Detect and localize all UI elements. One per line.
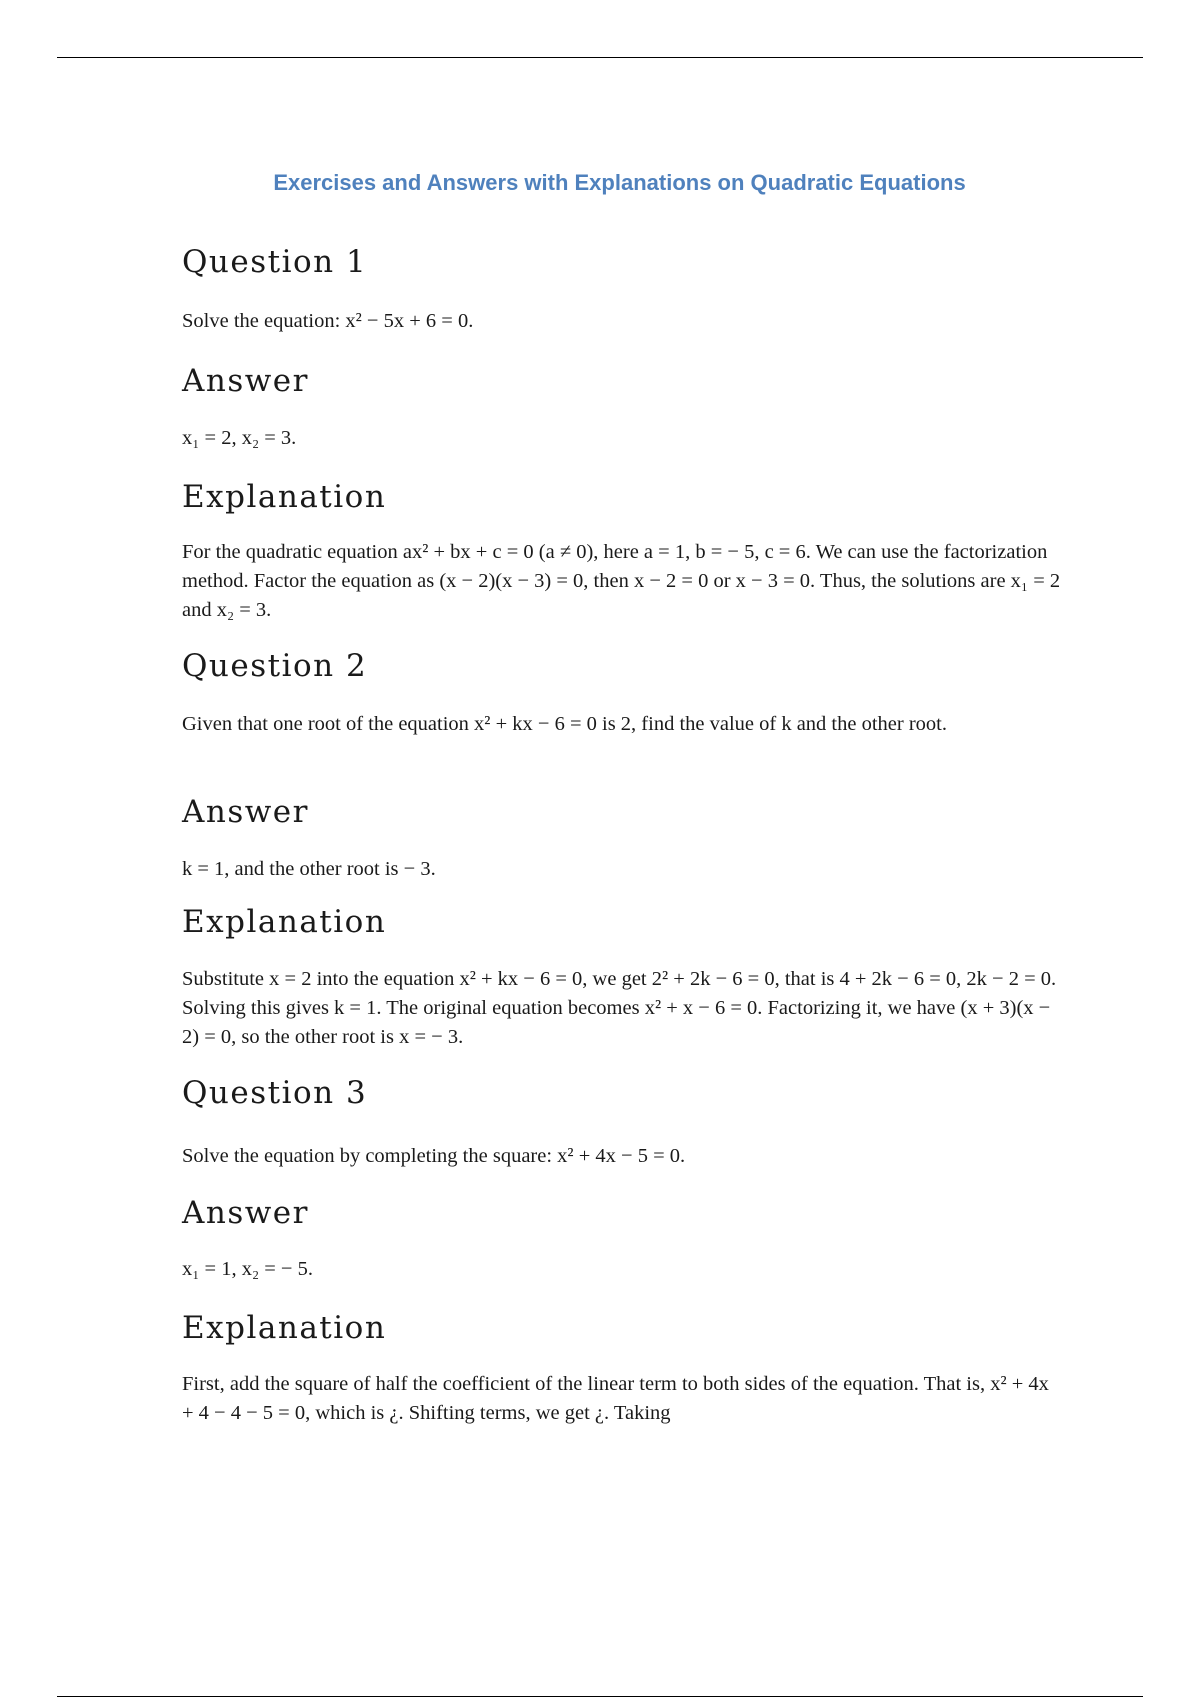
bottom-rule [57, 1696, 1143, 1697]
question-3-heading: Question 3 [182, 1075, 368, 1111]
explanation-3-text: First, add the square of half the coefficient of the linear term to both sides of the equation. That is, x² + 4x + 4 − 4 − 5 = 0, which is ¿. Shifting terms, we get ¿. Taking [182, 1373, 1049, 1424]
answer-3-heading: Answer [182, 1195, 309, 1231]
question-2-text: Given that one root of the equation x² + kx − 6 = 0 is 2, find the value of k and the other root. [182, 713, 947, 735]
explanation-2-text: Substitute x = 2 into the equation x² + kx − 6 = 0, we get 2² + 2k − 6 = 0, that is 4 + 2k − 6 = 0, 2k − 2 = 0. Solving this gives k = 1. The original equation becomes x² + x − 6 = 0. Factorizing it, we have (x + 3)(x − 2) = 0, so the other root is x = − 3. [182, 968, 1057, 1048]
question-3-text: Solve the equation by completing the square: x² + 4x − 5 = 0. [182, 1145, 686, 1167]
question-1-heading: Question 1 [182, 244, 368, 280]
explanation-2-heading: Explanation [182, 904, 387, 940]
question-1-text: Solve the equation: x² − 5x + 6 = 0. [182, 310, 474, 332]
explanation-1-text: For the quadratic equation ax² + bx + c = 0 (a ≠ 0), here a = 1, b = − 5, c = 6. We can use the factorization method. Factor the equation as (x − 2)(x − 3) = 0, then x − 2 = 0 or x − 3 = 0. Thus, the solutions are x₁ = 2 and x₂ = 3. [182, 541, 1061, 621]
question-2-heading: Question 2 [182, 648, 368, 684]
answer-1-text: x₁ = 2, x₂ = 3. [182, 427, 297, 449]
document-title: Exercises and Answers with Explanations on Quadratic Equations [273, 170, 966, 195]
answer-3-text: x₁ = 1, x₂ = − 5. [182, 1258, 313, 1280]
answer-2-text: k = 1, and the other root is − 3. [182, 858, 436, 880]
top-rule [57, 57, 1143, 58]
answer-2-heading: Answer [182, 794, 309, 830]
explanation-1-heading: Explanation [182, 479, 387, 515]
answer-1-heading: Answer [182, 363, 309, 399]
explanation-3-heading: Explanation [182, 1310, 387, 1346]
